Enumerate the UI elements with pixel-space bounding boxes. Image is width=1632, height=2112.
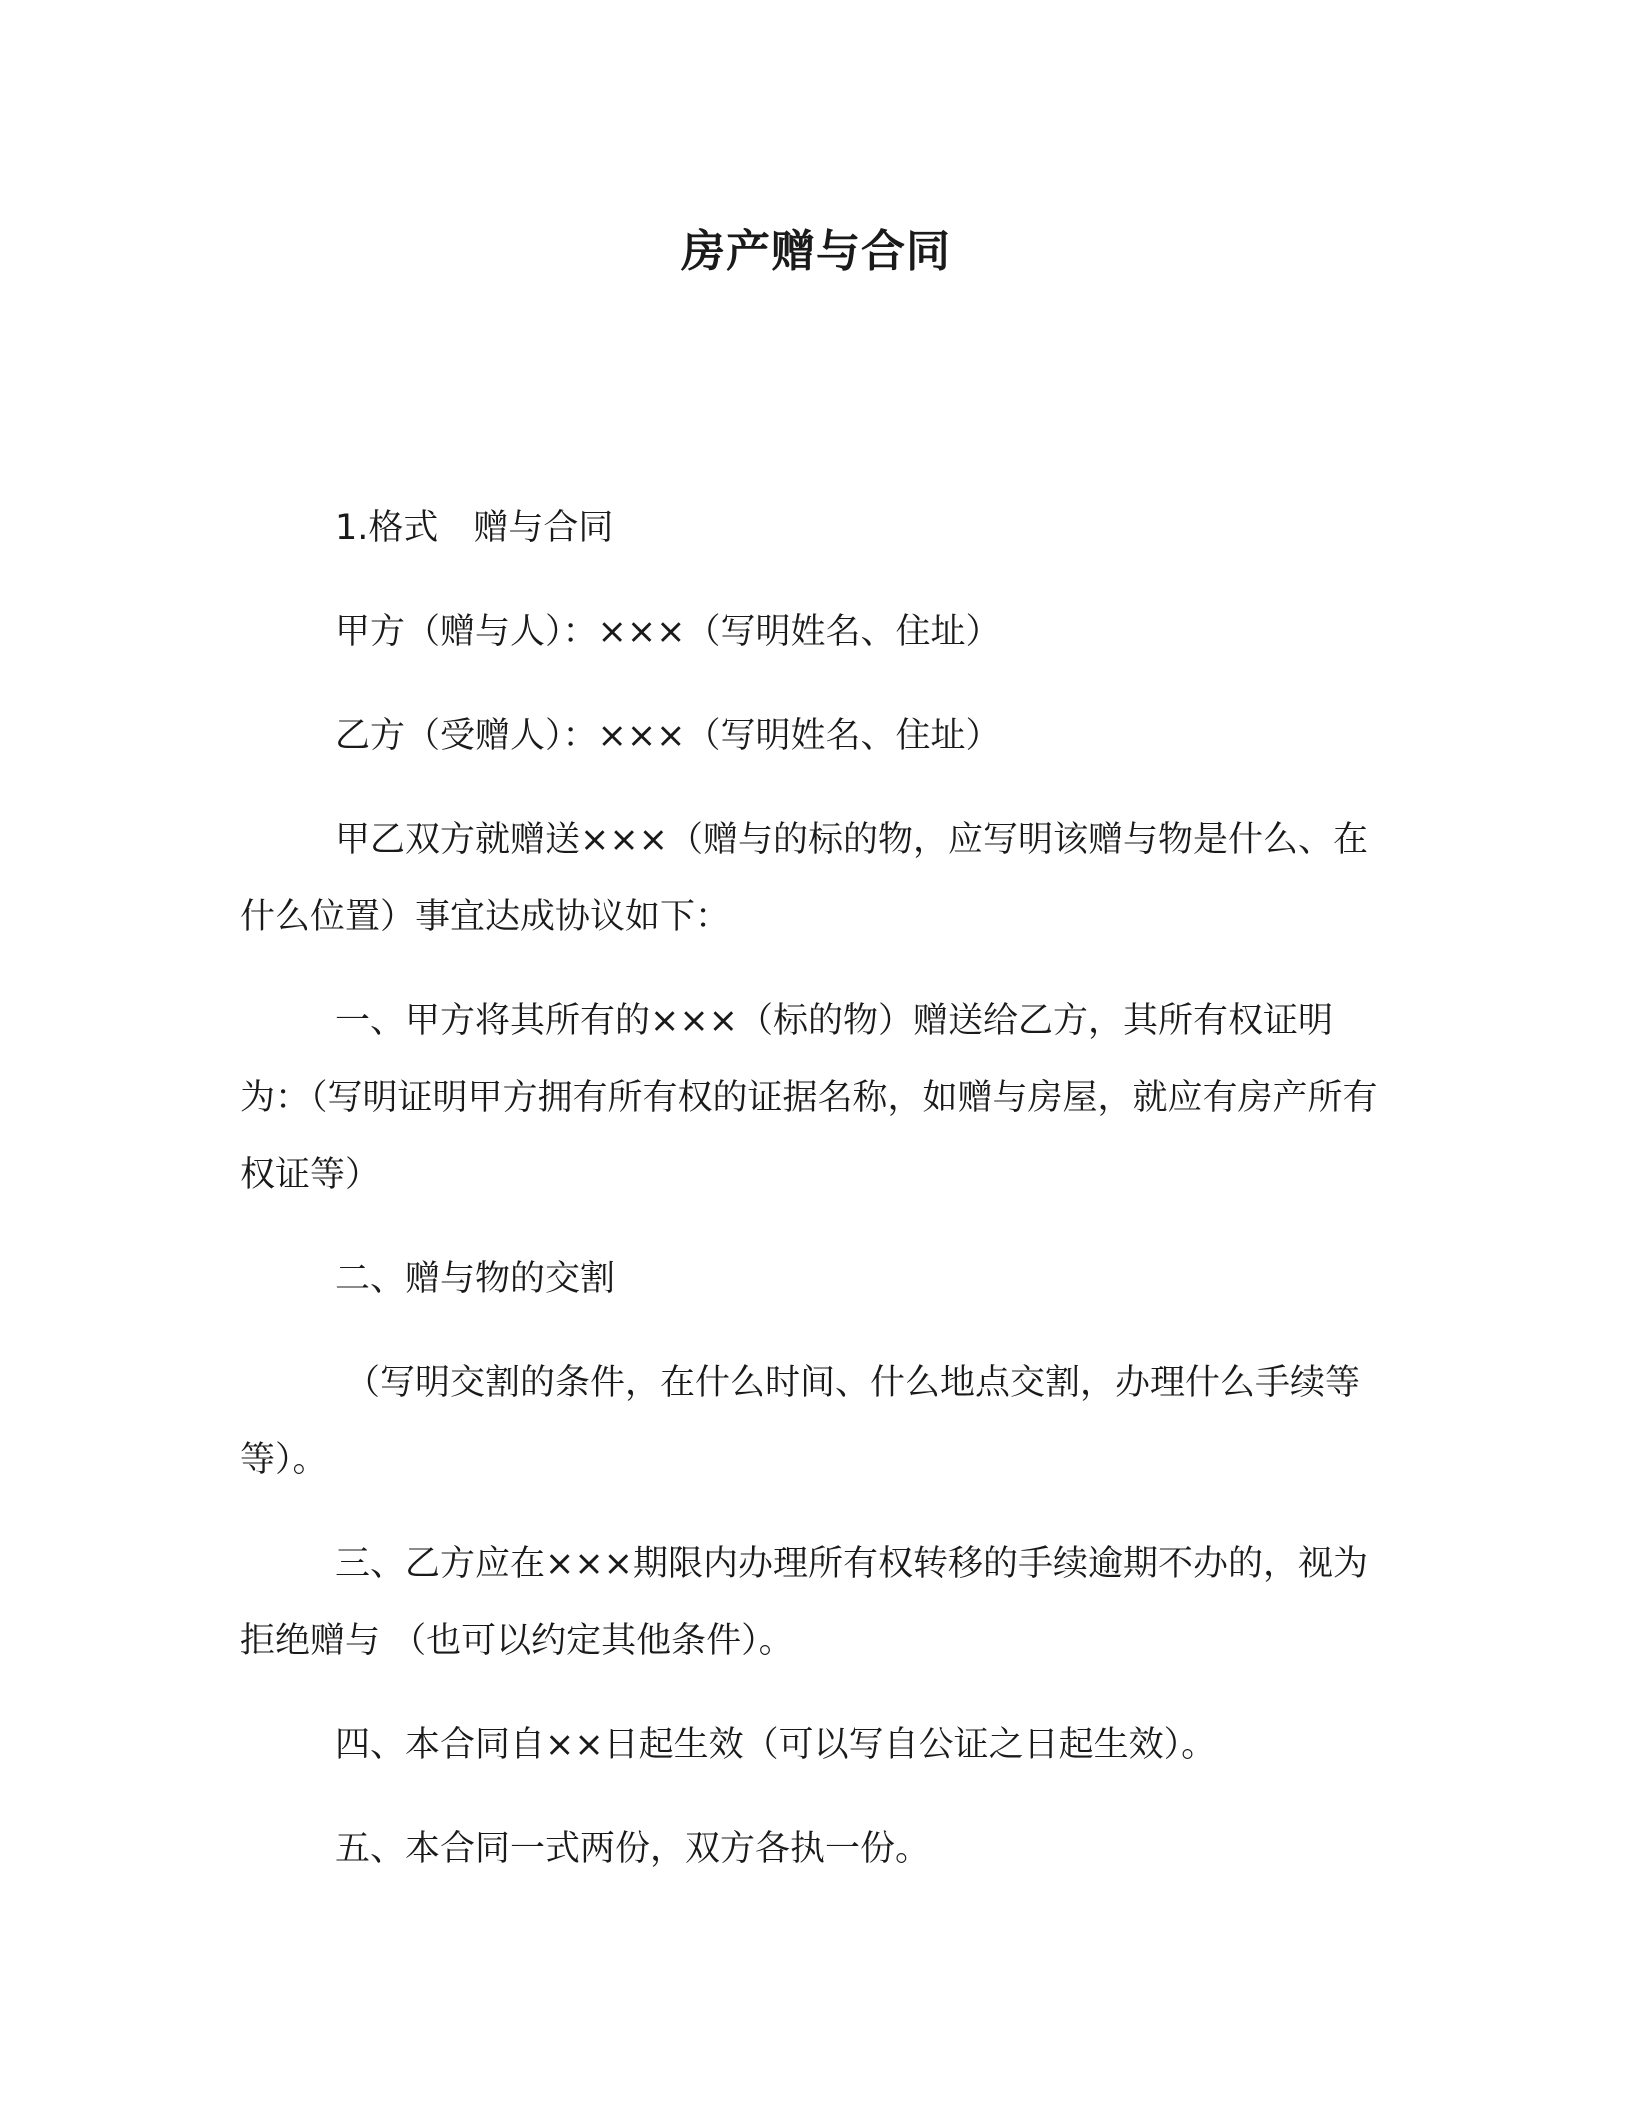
paragraph-agreement-intro: 甲乙双方就赠送×××（赠与的标的物，应写明该赠与物是什么、在什么位置）事宜达成协议如下： <box>240 820 1368 937</box>
document-title: 房产赠与合同 <box>681 226 951 277</box>
paragraph-clause-4: 四、本合同自××日起生效（可以写自公证之日起生效）。 <box>335 1725 1217 1765</box>
paragraph-clause-2-heading: 二、赠与物的交割 <box>335 1259 616 1299</box>
paragraph-clause-2-body: （写明交割的条件，在什么时间、什么地点交割，办理什么手续等等）。 <box>240 1363 1361 1480</box>
paragraph-clause-1: 一、甲方将其所有的×××（标的物）赠送给乙方，其所有权证明为：（写明证明甲方拥有所有权的证据名称，如赠与房屋，就应有房产所有权证等） <box>240 1001 1378 1195</box>
paragraph-clause-3: 三、乙方应在×××期限内办理所有权转移的手续逾期不办的，视为拒绝赠与 （也可以约定其他条件）。 <box>240 1544 1368 1661</box>
document-body <box>240 490 1400 1915</box>
paragraph-clause-5: 五、本合同一式两份，双方各执一份。 <box>335 1829 931 1869</box>
paragraph-party-b: 乙方（受赠人）：×××（写明姓名、住址） <box>335 716 1001 756</box>
paragraph-format: 1.格式 赠与合同 <box>335 508 614 548</box>
paragraph-party-a: 甲方（赠与人）：×××（写明姓名、住址） <box>335 612 1001 652</box>
